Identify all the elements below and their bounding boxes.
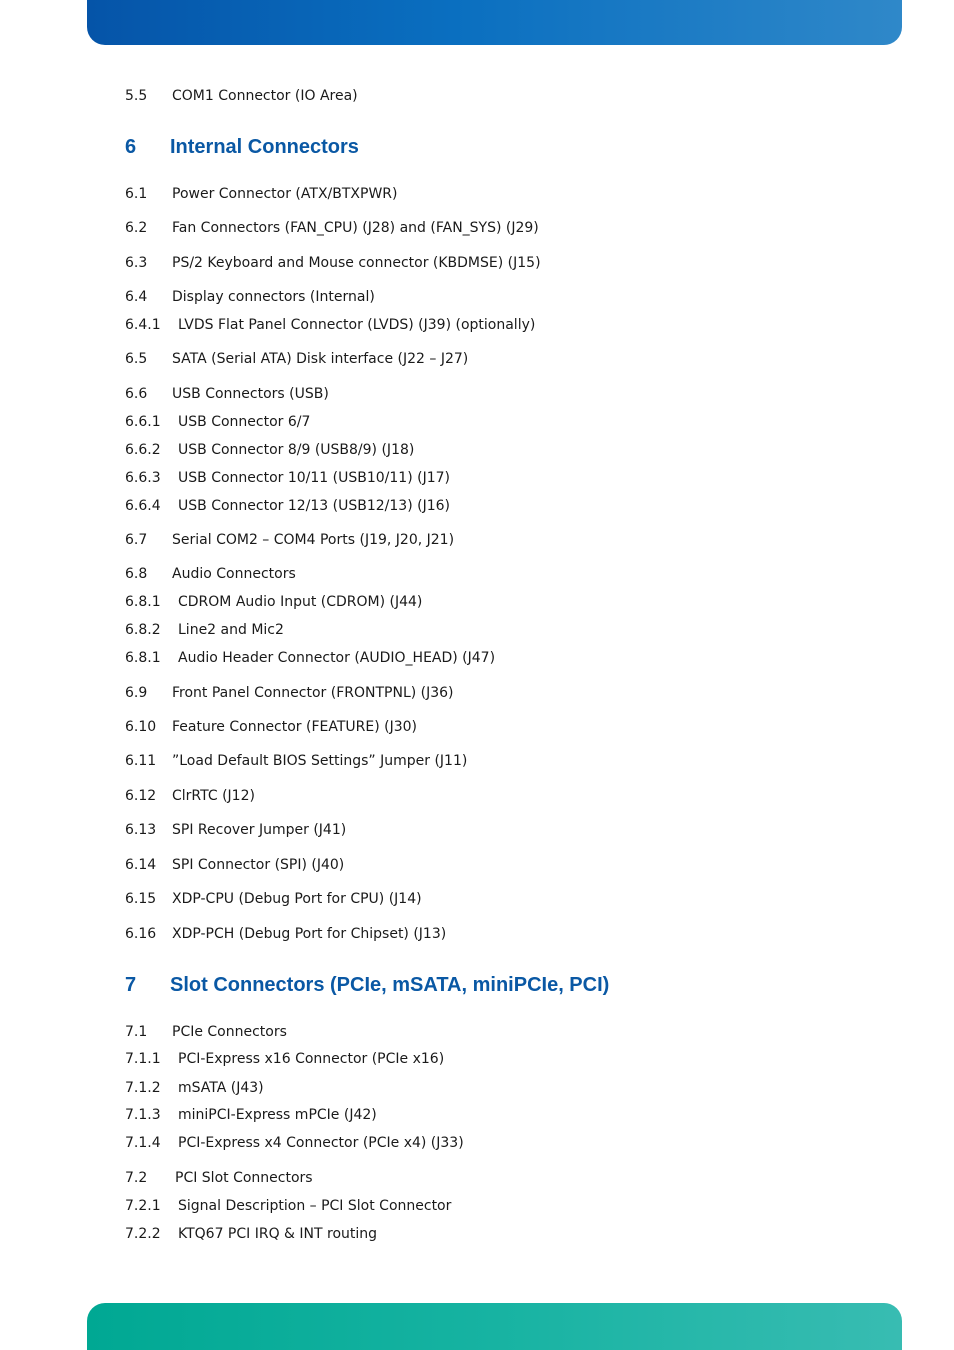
toc-entry-title: Display connectors (Internal) [172, 289, 375, 305]
footer-banner [87, 1303, 902, 1350]
toc-entry-title: ClrRTC (J12) [172, 788, 255, 804]
toc-entry-title: PCIe Connectors [172, 1024, 287, 1040]
toc-entry-title: PCI Slot Connectors [175, 1170, 313, 1186]
toc-entry-title: mSATA (J43) [178, 1080, 264, 1096]
toc-entry-number: 6.4.1 [125, 317, 161, 333]
toc-entry-title: COM1 Connector (IO Area) [172, 88, 358, 104]
toc-entry-title: Feature Connector (FEATURE) (J30) [172, 719, 418, 735]
toc-entry-number: 6.3 [125, 255, 148, 271]
toc-entry-number: 7.1 [125, 1024, 148, 1040]
toc-entry-title: Line2 and Mic2 [178, 622, 284, 638]
toc-entry-number: 6.11 [125, 753, 157, 769]
toc-entry-title: Audio Connectors [172, 566, 296, 582]
toc-entry-title: USB Connector 12/13 (USB12/13) (J16) [178, 498, 450, 514]
toc-entry-number: 6.8 [125, 566, 148, 582]
toc-entry-title: ”Load Default BIOS Settings” Jumper (J11) [172, 753, 468, 769]
toc-entry-title: miniPCI-Express mPCIe (J42) [178, 1107, 377, 1123]
toc-entry-number: 6.8.1 [125, 594, 161, 610]
toc-entry-title: LVDS Flat Panel Connector (LVDS) (J39) (optionally) [178, 317, 536, 333]
toc-entry-title: Power Connector (ATX/BTXPWR) [172, 186, 398, 202]
toc-entry-number: 6.15 [125, 891, 157, 907]
toc-entry-number: 6.6 [125, 386, 148, 402]
toc-entry-number: 6.14 [125, 857, 157, 873]
toc-entry-number: 6.7 [125, 532, 148, 548]
toc-entry-title: KTQ67 PCI IRQ & INT routing [178, 1226, 378, 1242]
toc-entry-title: CDROM Audio Input (CDROM) (J44) [178, 594, 423, 610]
toc-entry-number: 6.8.1 [125, 650, 161, 666]
toc-entry-title: PCI-Express x16 Connector (PCIe x16) [178, 1051, 445, 1067]
toc-entry-number: 6.5 [125, 351, 148, 367]
toc-entry-number: 6.13 [125, 822, 157, 838]
toc-entry-title: XDP-CPU (Debug Port for CPU) (J14) [172, 891, 422, 907]
toc-entry-title: PCI-Express x4 Connector (PCIe x4) (J33) [178, 1135, 464, 1151]
toc-entry-number: 7.1.3 [125, 1107, 161, 1123]
chapter-title: Internal Connectors [170, 136, 359, 158]
toc-entry-number: 7.2.1 [125, 1198, 161, 1214]
toc-entry-number: 6.6.1 [125, 414, 161, 430]
toc-entry-number: 5.5 [125, 88, 148, 104]
toc-entry-title: USB Connector 10/11 (USB10/11) (J17) [178, 470, 450, 486]
toc-entry-number: 6.2 [125, 220, 148, 236]
toc-entry-number: 6.6.4 [125, 498, 161, 514]
toc-entry-number: 6.6.3 [125, 470, 161, 486]
toc-entry-title: SPI Connector (SPI) (J40) [172, 857, 345, 873]
toc-entry-number: 7.1.1 [125, 1051, 161, 1067]
toc-entry-number: 6.1 [125, 186, 148, 202]
toc-entry-title: Fan Connectors (FAN_CPU) (J28) and (FAN_SYS) (J29) [172, 220, 539, 236]
chapter-number: 7 [125, 974, 137, 996]
toc-entry-number: 7.2 [125, 1170, 148, 1186]
toc-entry-title: USB Connector 8/9 (USB8/9) (J18) [178, 442, 415, 458]
toc-entry-number: 6.8.2 [125, 622, 161, 638]
toc-entry-number: 6.4 [125, 289, 148, 305]
toc-entry-title: SATA (Serial ATA) Disk interface (J22 – J27) [172, 351, 469, 367]
toc-entry-title: PS/2 Keyboard and Mouse connector (KBDMSE) (J15) [172, 255, 541, 271]
chapter-number: 6 [125, 136, 137, 158]
toc-entry-number: 6.16 [125, 926, 157, 942]
toc-entry-title: XDP-PCH (Debug Port for Chipset) (J13) [172, 926, 447, 942]
toc-entry-number: 6.9 [125, 685, 148, 701]
toc-entry-title: USB Connector 6/7 [178, 414, 311, 430]
toc-entry-number: 7.1.2 [125, 1080, 161, 1096]
toc-entry-number: 6.6.2 [125, 442, 161, 458]
toc-entry-title: Serial COM2 – COM4 Ports (J19, J20, J21) [172, 532, 455, 548]
toc-entry-title: Front Panel Connector (FRONTPNL) (J36) [172, 685, 454, 701]
toc-entry-number: 7.1.4 [125, 1135, 161, 1151]
toc-entry-title: Signal Description – PCI Slot Connector [178, 1198, 452, 1214]
toc-entry-number: 7.2.2 [125, 1226, 161, 1242]
chapter-title: Slot Connectors (PCIe, mSATA, miniPCIe, PCI) [170, 974, 610, 996]
toc-entry-title: USB Connectors (USB) [172, 386, 329, 402]
toc-entry-title: SPI Recover Jumper (J41) [172, 822, 347, 838]
toc-entry-title: Audio Header Connector (AUDIO_HEAD) (J47) [178, 650, 496, 666]
toc-entry-number: 6.12 [125, 788, 157, 804]
toc-entry-number: 6.10 [125, 719, 157, 735]
